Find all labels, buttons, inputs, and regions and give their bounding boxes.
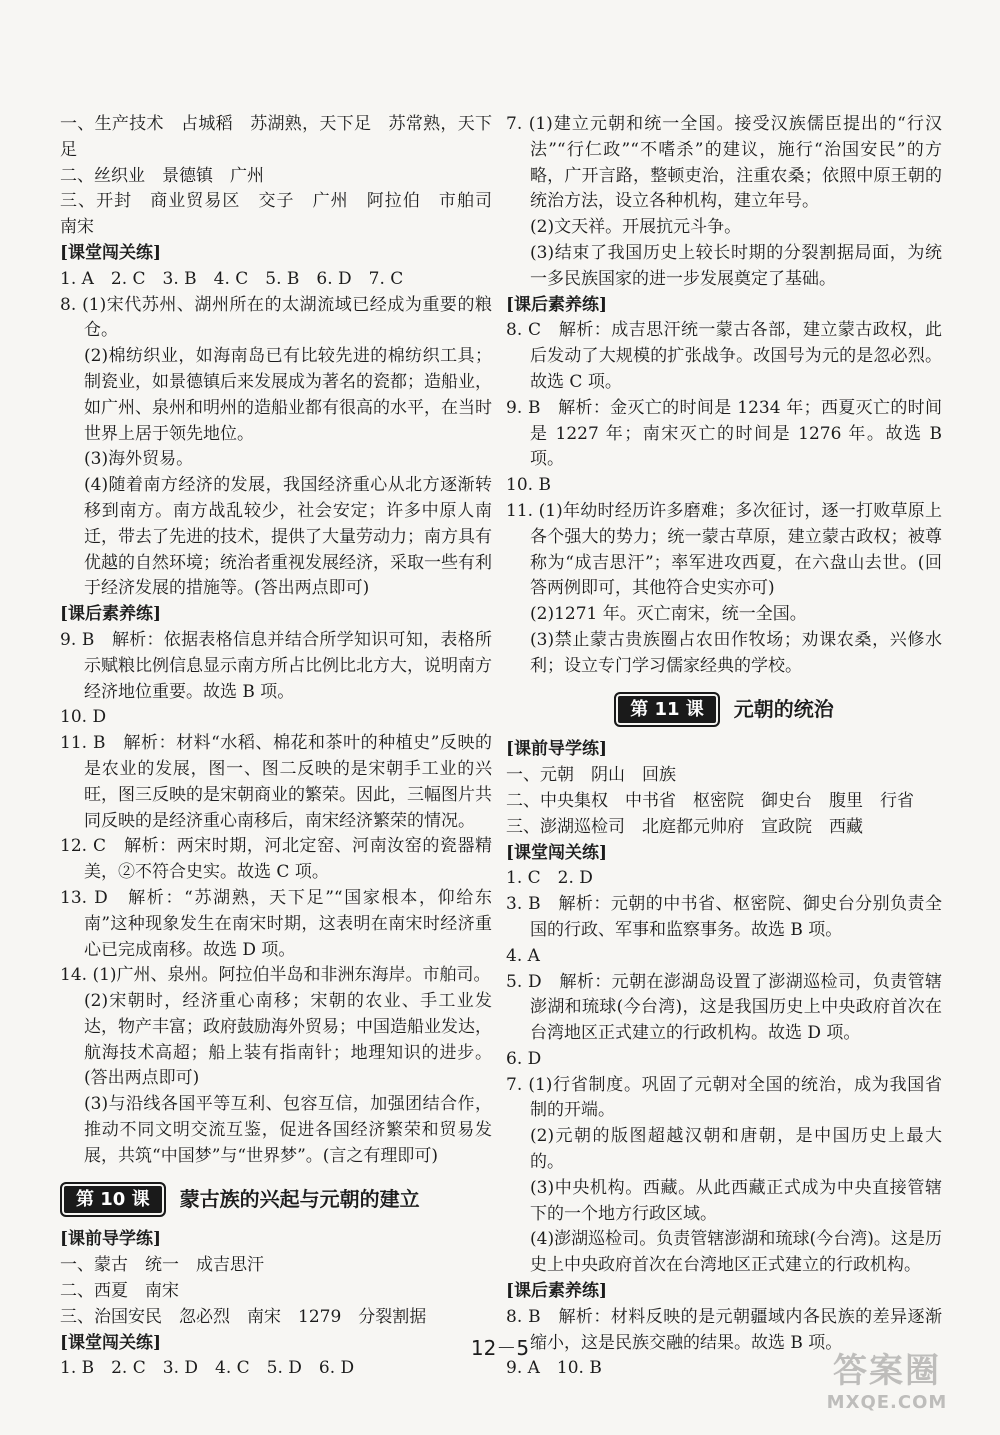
section-label: [课前导学练] [506,739,608,760]
answer-line: 1. A 2. C 3. B 4. C 5. B 6. D 7. C [60,268,404,289]
section-label: [课后素养练] [506,294,608,315]
answer-line: 14. (1)广州、泉州。阿拉伯半岛和非洲东海岸。市舶司。 [60,965,491,986]
answer-line: 三、开封 商业贸易区 交子 广州 阿拉伯 市舶司 南宋 [60,191,509,238]
answer-line: 9. A 10. B [506,1358,602,1379]
answer-line: (2)宋朝时，经济重心南移；宋朝的农业、手工业发达，物产丰富；政府鼓励海外贸易；中国造船业发达，航海技术高超；船上装有指南针；地理知识的进步。(答出两点即可) [84,991,492,1089]
answer-line: 5. D 解析：元朝在澎湖岛设置了澎湖巡检司，负责管辖澎湖和琉球(今台湾)，这是我国历史上中央政府首次在台湾地区正式建立的行政机构。故选 D 项。 [506,971,942,1044]
answer-line: (3)与沿线各国平等互利、包容互信，加强团结合作，推动不同文明交流互鉴，促进各国经济繁荣和贸易发展，共筑“中国梦”与“世界梦”。(言之有理即可) [84,1094,492,1166]
answer-line: 11. (1)年幼时经历许多磨难；多次征讨，逐一打败草原上各个强大的势力；统一蒙古草原，建立蒙古政权；被尊称为“成吉思汗”；率军进攻西夏，在六盘山去世。(回答两例即可，其他符合史实亦可) [506,500,942,599]
left-answers [60,112,509,1170]
section-label: [课前导学练] [60,1229,162,1250]
page-number: 12－5 [470,1336,530,1360]
answer-line: (3)禁止蒙古贵族圈占农田作牧场；劝课农桑，兴修水利；设立专门学习儒家经典的学校。 [530,629,942,676]
answer-line: 12. C 解析：两宋时期，河北定窑、河南汝窑的瓷器精美，②不符合史实。故选 C 项。 [60,836,492,883]
right-answers [506,112,942,680]
answer-line: 13. D 解析：“苏湖熟，天下足”“国家根本，仰给东南”这种现象发生在南宋时期，这表明在南宋时经济重心已完成南移。故选 D 项。 [60,887,492,960]
answer-line: (4)随着南方经济的发展，我国经济重心从北方逐渐转移到南方。南方战乱较少，社会安定；许多中原人南迁，带去了先进的技术，提供了大量劳动力；南方具有优越的自然环境；统治者重视发展经济，采取一些有利于经济发展的措施等。(答出两点即可) [84,475,492,599]
lesson-10-badge: 第 10 课 [60,1182,166,1218]
answer-line: 8. B 解析：材料反映的是元朝疆域内各民族的差异逐渐缩小，这是民族交融的结果。故选 B 项。 [506,1306,942,1353]
answer-line: 4. A [506,945,540,966]
answer-line: 三、治国安民 忽必烈 南宋 1279 分裂割据 [60,1306,427,1327]
answer-line: 11. B 解析：材料“水稻、棉花和茶叶的种植史”反映的是农业的发展，图一、图二反映的是宋朝手工业的兴旺，图三反映的是宋朝商业的繁荣。因此，三幅图片共同反映的是经济重心南移后，南宋经济繁荣的情况。 [60,733,492,831]
answer-line: (4)澎湖巡检司。负责管辖澎湖和琉球(今台湾)。这是历史上中央政府首次在台湾地区正式建立的行政机构。 [530,1229,942,1276]
answer-line: 二、中央集权 中书省 枢密院 御史台 腹里 行省 [506,790,914,811]
answer-line: 10. B [506,475,551,496]
answer-line: 7. (1)行省制度。巩固了元朝对全国的统治，成为我国省制的开端。 [506,1074,942,1121]
answer-line: (2)元朝的版图超越汉朝和唐朝，是中国历史上最大的。 [530,1126,942,1173]
watermark-text: 答案圈 [833,1351,941,1391]
section-label: [课后素养练] [506,1281,608,1302]
section-label: [课后素养练] [60,604,162,625]
section-label: [课堂闯关练] [506,842,608,863]
answer-line: 8. C 解析：成吉思汗统一蒙古各部，建立蒙古政权，此后发动了大规模的扩张战争。改国号为元的是忽必烈。故选 C 项。 [506,320,942,392]
answer-line: 一、蒙古 统一 成吉思汗 [60,1255,264,1276]
answer-line: 6. D [506,1048,542,1069]
watermark-url: MXQE.COM [826,1392,948,1413]
answer-line: 7. (1)建立元朝和统一全国。接受汉族儒臣提出的“行汉法”“行仁政”“不嗜杀”的建议，施行“治国安民”的方略，广开言路，整顿吏治，注重农桑；依照中原王朝的统治方法，设立各种机构，建立年号。 [506,114,942,212]
answer-line: 二、丝织业 景德镇 广州 [60,165,264,186]
answer-line: 一、生产技术 占城稻 苏湖熟，天下足 苏常熟，天下足 [60,114,492,160]
lesson-11-badge: 第 11 课 [614,692,720,728]
answer-line: (2)1271 年。灭亡南宋，统一全国。 [530,604,807,625]
answer-line: (2)文天祥。开展抗元斗争。 [530,217,742,238]
answer-line: 三、澎湖巡检司 北庭都元帅府 宣政院 西藏 [506,816,863,837]
lesson-11-header [506,692,942,728]
lesson-11-title: 元朝的统治 [733,696,834,721]
answer-line: 10. D [60,707,107,728]
right-column [506,112,942,1382]
section-label: [课堂闯关练] [60,242,162,263]
lesson-11-answers [506,737,942,1382]
watermark-logo [812,1343,962,1413]
answer-line: 二、西夏 南宋 [60,1281,179,1302]
answer-line: 9. B 解析：依据表格信息并结合所学知识可知，表格所示赋粮比例信息显示南方所占比例比北方大，说明南方经济地位重要。故选 B 项。 [60,629,492,702]
answer-line: 9. B 解析：金灭亡的时间是 1234 年；西夏灭亡的时间是 1227 年；南宋灭亡的时间是 1276 年。故选 B 项。 [506,397,942,470]
lesson-10-header [60,1182,492,1218]
answer-line: (3)结束了我国历史上较长时期的分裂割据局面，为统一多民族国家的进一步发展奠定了基础。 [530,242,942,289]
lesson-10-title: 蒙古族的兴起与元朝的建立 [179,1186,420,1211]
answer-line: 1. B 2. C 3. D 4. C 5. D 6. D [60,1358,355,1379]
answer-line: (2)棉纺织业，如海南岛已有比较先进的棉纺织工具；制瓷业，如景德镇后来发展成为著名的瓷都；造船业，如广州、泉州和明州的造船业都有很高的水平，在当时世界上居于领先地位。 [84,346,492,444]
answer-line: 一、元朝 阴山 回族 [506,765,676,786]
answer-line: 8. (1)宋代苏州、湖州所在的太湖流域已经成为重要的粮仓。 [60,294,492,341]
section-label: [课堂闯关练] [60,1332,162,1353]
answer-line: 3. B 解析：元朝的中书省、枢密院、御史台分别负责全国的行政、军事和监察事务。故选 B 项。 [506,894,942,940]
answer-line: 1. C 2. D [506,868,593,889]
answer-line: (3)海外贸易。 [84,449,194,470]
answer-line: (3)中央机构。西藏。从此西藏正式成为中央直接管辖下的一个地方行政区域。 [530,1177,942,1224]
